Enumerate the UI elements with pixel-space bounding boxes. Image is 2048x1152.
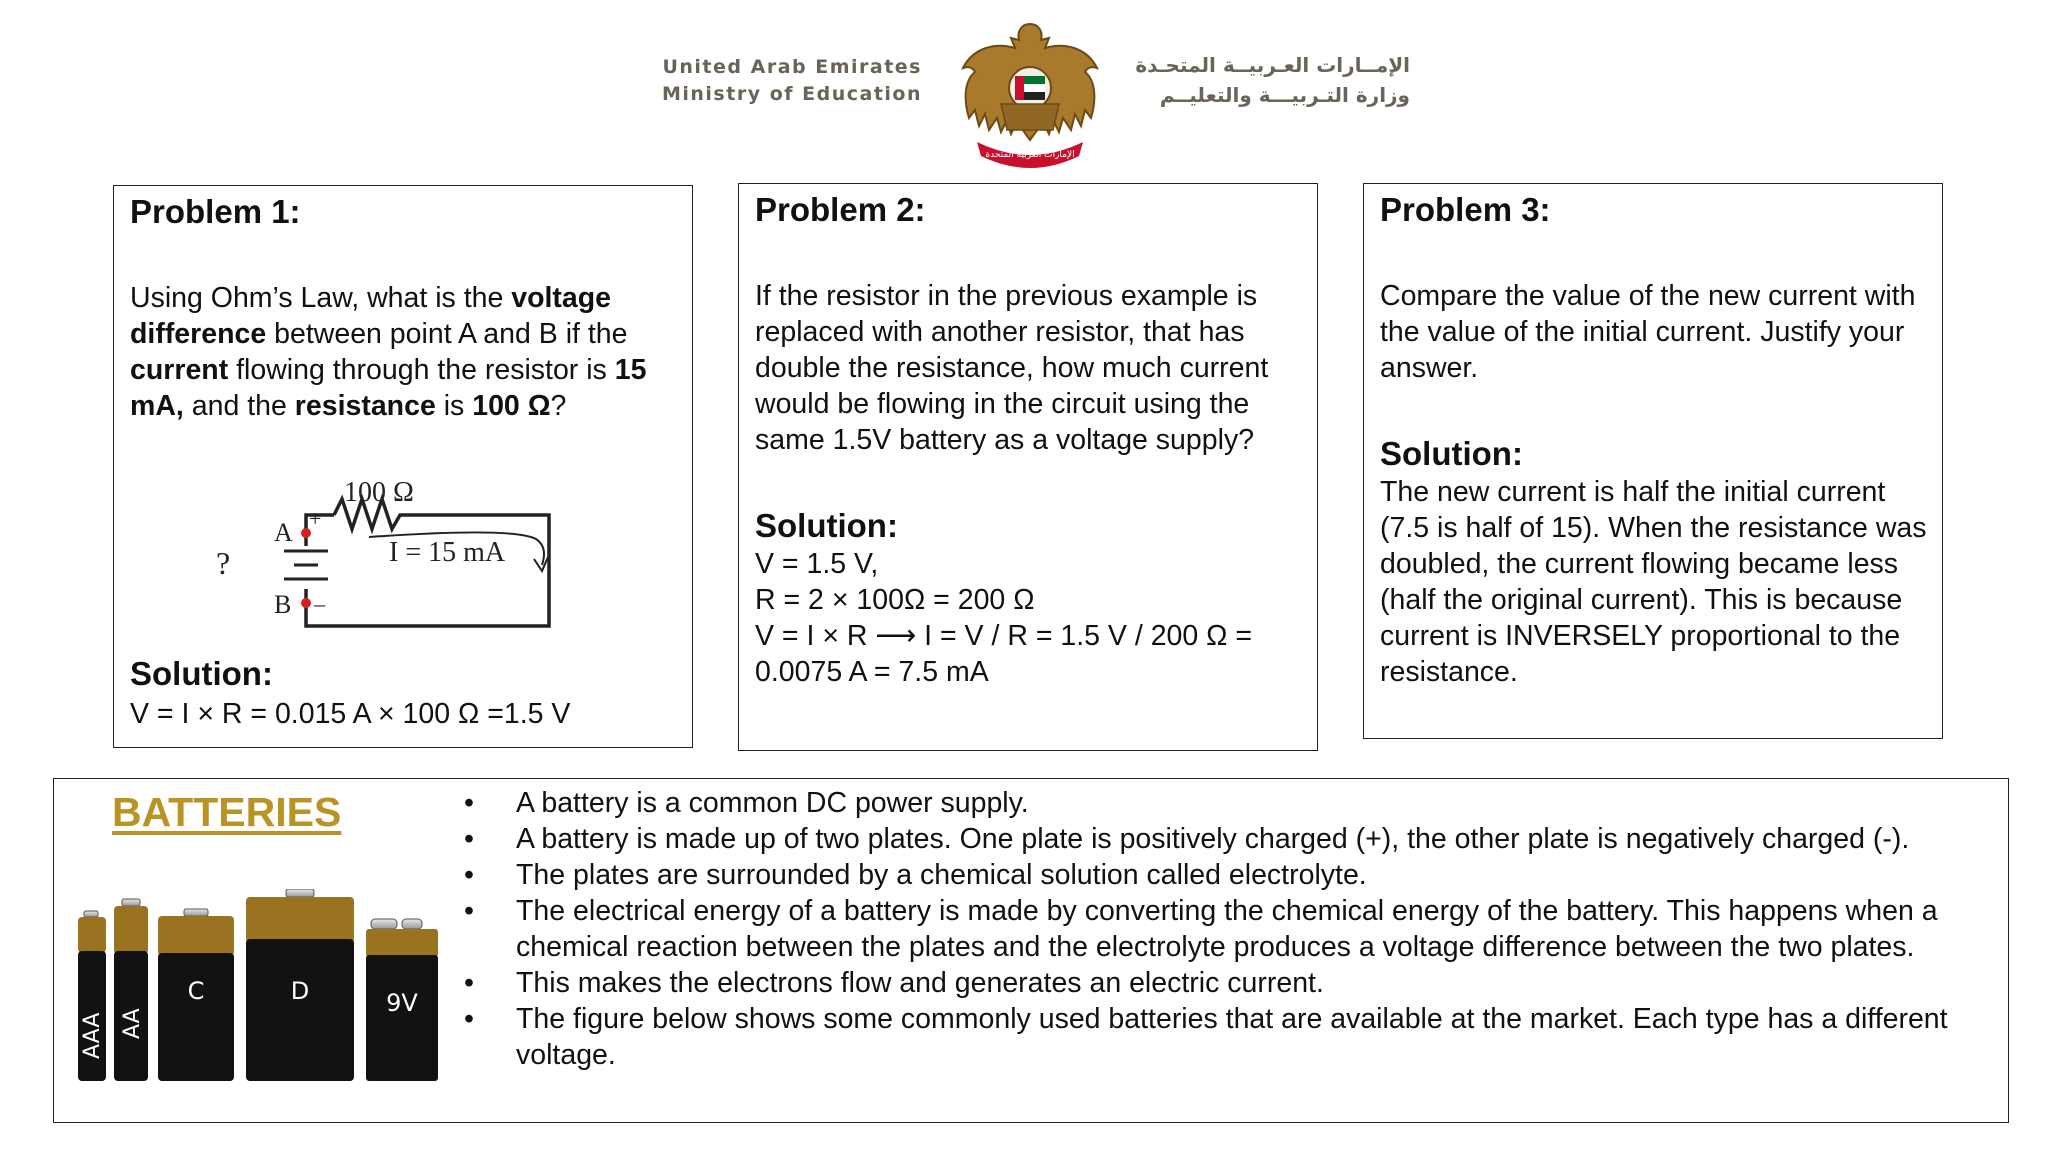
q-text: ? (550, 390, 567, 422)
batteries-heading: BATTERIES (112, 789, 342, 835)
bullet-icon: • (464, 823, 474, 855)
list-item (459, 821, 1994, 857)
bullet-text: A battery is a common DC power supply. (516, 787, 1029, 819)
problem-1-solution-title: Solution: (130, 655, 273, 692)
bullet-icon: • (464, 859, 474, 891)
batteries-bullet-list (459, 785, 1994, 1073)
list-item (459, 785, 1994, 821)
q-bold: current (130, 354, 229, 386)
q-text: Using Ohm’s Law, what is the (130, 282, 512, 314)
label-c: C (187, 977, 205, 1005)
q-text: is (435, 390, 473, 422)
bullet-icon: • (464, 895, 474, 927)
list-item (459, 1001, 1994, 1073)
solution-line: V = 1.5 V, (755, 548, 879, 580)
emblem-banner-text: الإمارات العربية المتحدة (985, 150, 1075, 160)
bullet-text: This makes the electrons flow and generates an electric current. (516, 967, 1324, 999)
q-bold: 15 mA, (130, 354, 647, 422)
ministry-dept-en: Ministry of Education (661, 83, 922, 105)
battery-9v (366, 919, 438, 1081)
problem-2-solution (755, 546, 1305, 690)
ministry-country-ar: الإمــارات العـربيــة المتحـدة (1135, 53, 1410, 77)
problem-1-question (130, 280, 678, 424)
label-9v: 9V (386, 989, 418, 1017)
ministry-country-en: United Arab Emirates (662, 56, 922, 78)
battery-d (246, 889, 354, 1081)
problem-1-title: Problem 1: (130, 193, 301, 230)
battery-c (158, 909, 234, 1081)
label-aa: AA (120, 1008, 145, 1039)
bullet-icon: • (464, 967, 474, 999)
battery-aaa (78, 911, 106, 1081)
unknown-voltage-label: ? (216, 545, 231, 581)
battery-symbol (284, 551, 328, 579)
bullet-text: A battery is made up of two plates. One plate is positively charged (+), the other plate is negatively charged (-). (516, 823, 1910, 855)
arrow-head-icon (534, 557, 548, 571)
falcon-emblem-icon (955, 18, 1105, 173)
ministry-name-arabic (1130, 50, 1410, 110)
bullet-text: The plates are surrounded by a chemical solution called electrolyte. (516, 859, 1367, 891)
bullet-text: The figure below shows some commonly used batteries that are available at the market. Each type has a different voltage. (516, 1003, 1948, 1071)
label-d: D (290, 977, 310, 1005)
batteries-section (53, 778, 2009, 1123)
point-b-label: B (274, 590, 292, 619)
resistor-label: 100 Ω (344, 477, 414, 508)
bullet-icon: • (464, 1003, 474, 1035)
q-text: flowing through the resistor is (228, 354, 615, 386)
q-bold: resistance (294, 390, 436, 422)
list-item (459, 857, 1994, 893)
ministry-name-english (652, 54, 922, 108)
circuit-diagram (214, 461, 594, 641)
problem-2-title: Problem 2: (755, 191, 926, 228)
ministry-header (0, 18, 2048, 178)
solution-line: V = I × R ⟶ I = V / R = 1.5 V / 200 Ω = (755, 620, 1253, 652)
label-aaa: AAA (80, 1012, 105, 1059)
bullet-icon: • (464, 787, 474, 819)
problem-1-solution: V = I × R = 0.015 A × 100 Ω =1.5 V (130, 698, 571, 730)
bullet-text: The electrical energy of a battery is made by converting the chemical energy of the battery. This happens when a chemical reaction between the plates and the electrolyte produces a voltage difference between the two plates. (516, 895, 1938, 963)
plus-sign: + (309, 506, 322, 531)
list-item (459, 893, 1994, 965)
point-a-label: A (274, 518, 293, 547)
q-bold: 100 Ω (472, 390, 551, 422)
problem-2-card (738, 183, 1318, 751)
problem-3-title: Problem 3: (1380, 191, 1551, 228)
q-text: between point A and B if the (266, 318, 628, 350)
battery-aa (114, 899, 148, 1081)
ministry-dept-ar: وزارة التـربيـــة والتعليــم (1159, 83, 1410, 107)
problem-3-question: Compare the value of the new current with the value of the initial current. Justify your answer. (1380, 280, 1916, 384)
problem-3-answer: The new current is half the initial current (7.5 is half of 15). When the resistance was doubled, the current flowing became less (half the original current). This is because current is INVERSELY proportional to the resistance. (1380, 476, 1927, 688)
problem-3-solution-title: Solution: (1380, 435, 1523, 472)
problem-3-card (1363, 183, 1943, 739)
q-bold: voltage difference (130, 282, 612, 350)
point-a-dot (301, 528, 311, 538)
minus-sign: – (314, 591, 325, 616)
problem-2-solution-title: Solution: (755, 507, 898, 544)
point-b-dot (301, 598, 311, 608)
batteries-figure (74, 889, 454, 1089)
list-item (459, 965, 1994, 1001)
q-text: and the (183, 390, 295, 422)
solution-line: R = 2 × 100Ω = 200 Ω (755, 584, 1035, 616)
problem-1-card (113, 185, 693, 748)
current-label: I = 15 mA (389, 537, 506, 568)
problem-2-question: If the resistor in the previous example is replaced with another resistor, that has double the resistance, how much current would be flowing in the circuit using the same 1.5V battery as a voltage supply? (755, 280, 1269, 456)
solution-line: 0.0075 A = 7.5 mA (755, 656, 989, 688)
